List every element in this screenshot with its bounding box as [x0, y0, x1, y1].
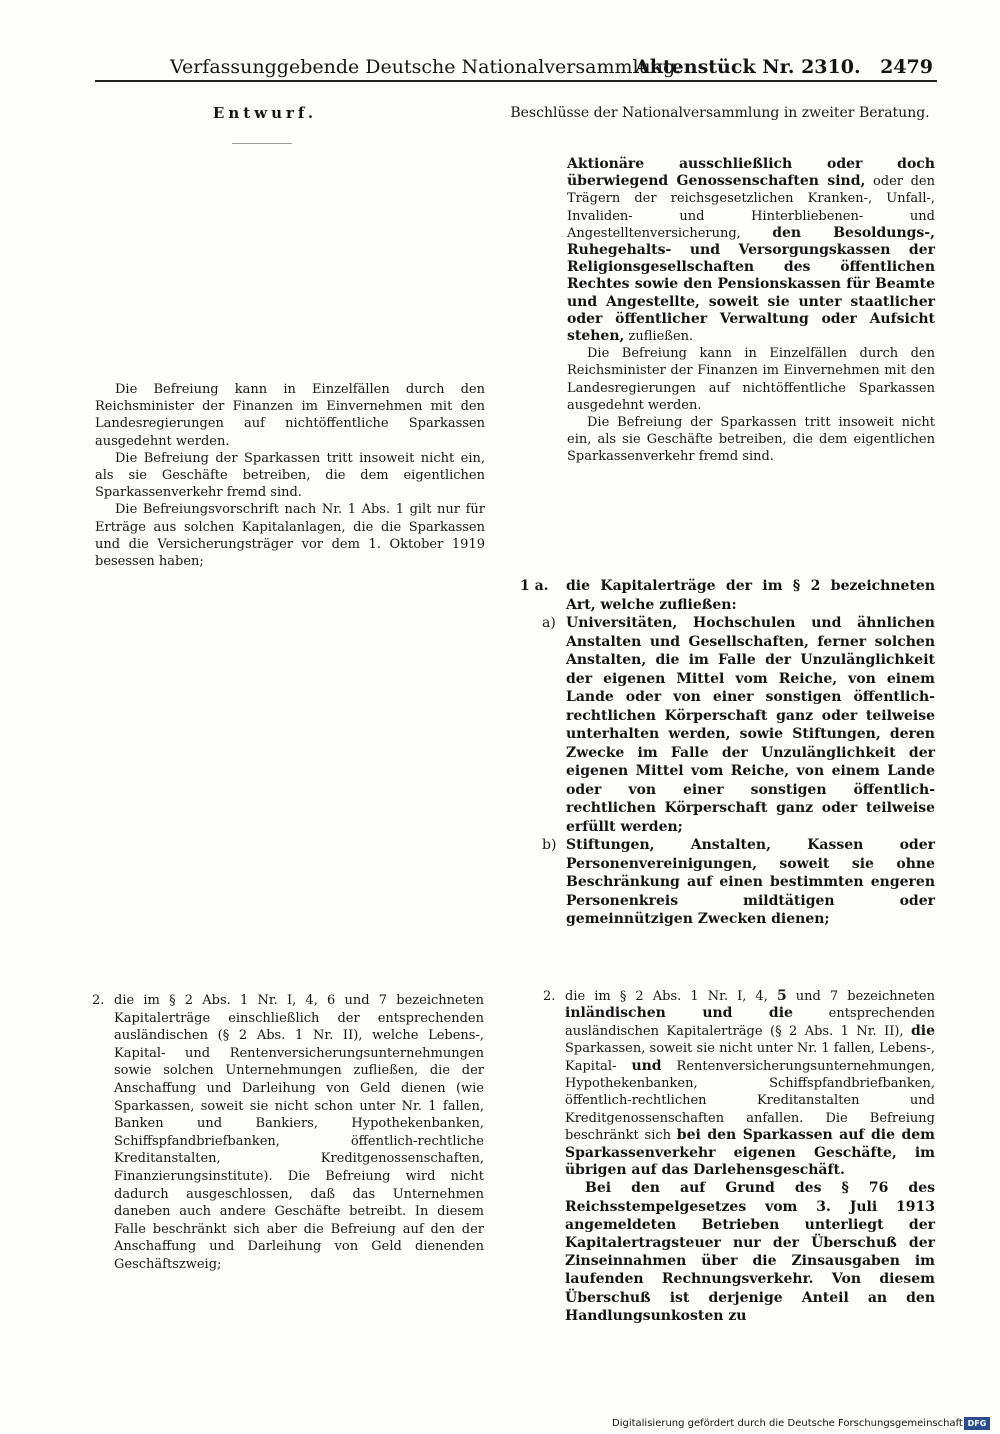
item-number: 2. [543, 989, 556, 1004]
right-column-heading: Beschlüsse der Nationalversammlung in zweiter Beratung. [510, 105, 930, 121]
list-item [520, 577, 935, 614]
heading-divider [232, 143, 292, 144]
sub-item-text: Universitäten, Hochschulen und ähnlichen Anstalten und Gesellschaften, ferner solchen Anstalten, die im Falle der Unzulänglichkeit der eigenen Mittel vom Reiche, von einem Lande oder von einer sonstigen öffentlich-rechtlichen Körperschaft ganz oder teilweise unterhalten werden, sowie Stiftungen, deren Zwecke im Falle der Unzulänglichkeit der eigenen Mittel vom Reiche, von einem Lande oder von einer sonstigen öffentlich-rechtlichen Körperschaft ganz oder teilweise erfüllt werden; [566, 615, 935, 835]
left-column-heading: Entwurf. [212, 104, 318, 122]
sub-item-text: Stiftungen, Anstalten, Kassen oder Personenvereinigungen, soweit sie ohne Beschränkung auf einen bestimmten engeren Personenkreis mildtätigen oder gemeinnützigen Zwecken dienen; [566, 837, 935, 927]
right-paragraph-0: Aktionäre ausschließlich oder doch überwiegend Genossenschaften sind, oder den Trägern der reichsgesetzlichen Kranken-, Unfall-, Invaliden- und Hinterbliebenen- und Angestelltenversicherung, den Besoldungs-, Ruhegehalts- und Versorgungskassen der Religionsgesellschaften des öffentlichen Rechtes sowie den Pensionskassen für Beamte und Angestellte, soweit sie unter staatlicher oder öffentlicher Verwaltung oder Aufsicht stehen, zufließen. [567, 156, 935, 345]
right-paragraph-last: Bei den auf Grund des § 76 des Reichsstempelgesetzes vom 3. Juli 1913 angemeldeten Betrieben unterliegt der Kapitalertragsteuer nur der Überschuß der Zinseinnahmen über die Zinsausgaben im laufenden Rechnungsverkehr. Von diesem Überschuß ist derjenige Anteil an den Handlungsunkosten zu [565, 1180, 935, 1324]
footer [612, 1416, 990, 1432]
page-number: 2479 [880, 56, 933, 78]
header-rule [95, 80, 937, 82]
right-paragraph-2: Die Befreiung der Sparkassen tritt insoweit nicht ein, als sie Geschäfte betreiben, die dem eigentlichen Sparkassenverkehr fremd sind. [567, 415, 935, 465]
left-paragraph-2: Die Befreiung der Sparkassen tritt insoweit nicht ein, als sie Geschäfte betreiben, die dem eigentlichen Sparkassenverkehr fremd sind. [95, 450, 485, 501]
sub-item-number: a) [542, 615, 556, 631]
list-item [92, 992, 484, 1274]
header-title: Verfassunggebende Deutsche Nationalversammlung. [170, 56, 682, 78]
left-paragraph-1: Die Befreiung kann in Einzelfällen durch den Reichsminister der Finanzen im Einvernehmen mit den Landesregierungen auf nichtöffentliche Sparkassen ausgedehnt werden. [95, 382, 485, 449]
sub-item-a [542, 614, 935, 836]
right-item-2 [543, 988, 935, 1325]
left-upper-block [95, 381, 485, 570]
item-text: die Kapitalerträge der im § 2 bezeichneten Art, welche zufließen: [566, 578, 935, 613]
item-number: 1 a. [520, 578, 549, 594]
right-upper-block [567, 156, 935, 466]
running-header [95, 55, 935, 79]
sub-item-number: b) [542, 837, 557, 853]
dfg-logo: DFG [964, 1417, 990, 1430]
left-paragraph-3: Die Befreiungsvorschrift nach Nr. 1 Abs. 1 gilt nur für Erträge aus solchen Kapitalanlagen, die die Sparkassen und die Versicherungsträger vor dem 1. Oktober 1919 besessen haben; [95, 502, 485, 570]
footer-text: Digitalisierung gefördert durch die Deutsche Forschungsgemeinschaft [612, 1418, 963, 1429]
sub-item-b [542, 836, 935, 929]
item-number: 2. [92, 993, 105, 1008]
right-item-1a [520, 577, 935, 929]
item-text: die im § 2 Abs. 1 Nr. I, 4, 6 und 7 bezeichneten Kapitalerträge einschließlich der entsprechenden ausländischen (§ 2 Abs. 1 Nr. II), welche Lebens-, Kapital- und Rentenversicherungsunternehmungen sowie solchen Unternehmungen zufließen, die der Anschaffung und Darleihung von Geld dienen (wie Sparkassen, soweit sie nicht schon unter Nr. 1 fallen, Banken und Bankiers, Hypothekenbanken, Schiffspfandbriefbanken, öffentlich-rechtliche Kreditanstalten, Kreditgenossenschaften, Finanzierungsinstitute). Die Befreiung wird nicht dadurch ausgeschlossen, daß das Unternehmen daneben auch andere Geschäfte betreibt. In diesem Falle beschränkt sich aber die Befreiung auf den der Anschaffung und Darleihung von Geld dienenden Geschäftszweig; [114, 993, 484, 1272]
document-number: Aktenstück Nr. 2310. [635, 56, 861, 78]
left-item-2 [92, 992, 484, 1274]
list-item: 2. die im § 2 Abs. 1 Nr. I, 4, 5 und 7 bezeichneten inländischen und die entsprechenden ausländischen Kapitalerträge (§ 2 Abs. 1 Nr. II), die Sparkassen, soweit sie nicht unter Nr. 1 fallen, Lebens-, Kapital- und Rentenversicherungsunternehmungen, Hypothekenbanken, Schiffspfandbriefbanken, öffentlich-rechtlichen Kreditanstalten und Kreditgenossenschaften anfallen. Die Befreiung beschränkt sich bei den Sparkassen auf die dem Sparkassenverkehr eigenen Geschäfte, im übrigen auf das Darlehensgeschäft. [543, 988, 935, 1179]
right-paragraph-1: Die Befreiung kann in Einzelfällen durch den Reichsminister der Finanzen im Einvernehmen mit den Landesregierungen auf nichtöffentliche Sparkassen ausgedehnt werden. [567, 346, 935, 413]
